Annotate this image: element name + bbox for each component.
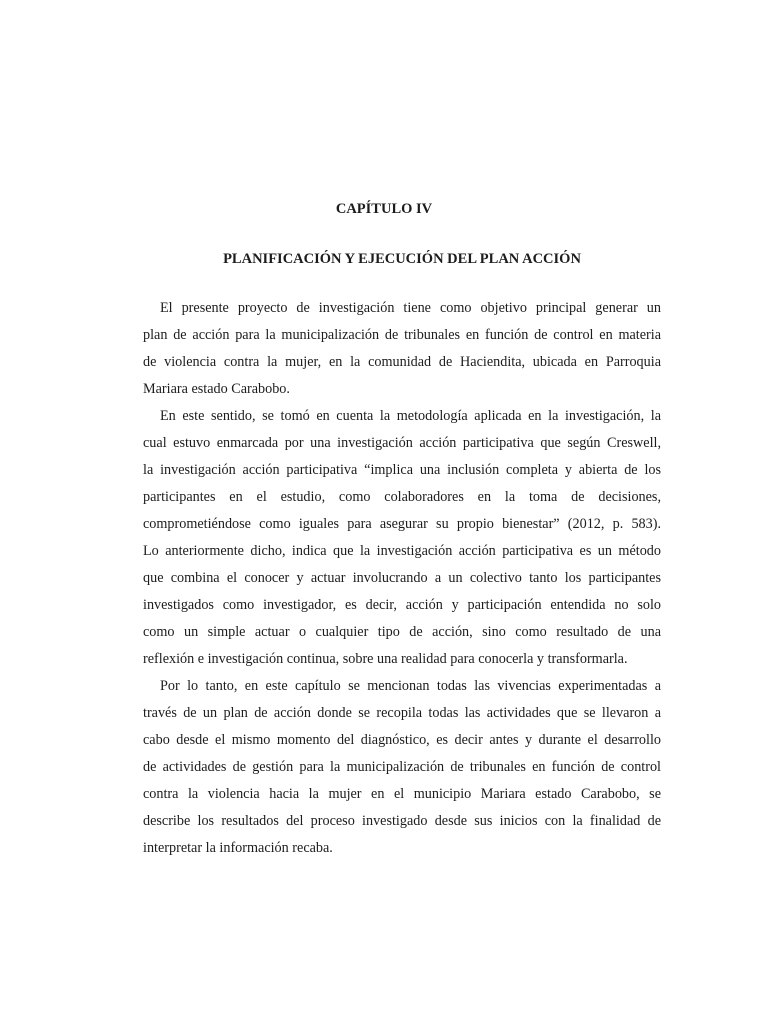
text-line: participantes en el estudio, como colaboradores en la toma de decisiones, (143, 489, 661, 505)
paragraph-3 (143, 673, 661, 862)
text-line: Por lo tanto, en este capítulo se mencionan todas las vivencias experimentadas a (160, 678, 661, 694)
text-line: Lo anteriormente dicho, indica que la investigación acción participativa es un método (143, 543, 661, 559)
text-line: Mariara estado Carabobo. (143, 381, 290, 397)
chapter-title: PLANIFICACIÓN Y EJECUCIÓN DEL PLAN ACCIÓN (223, 251, 581, 267)
text-line: como un simple actuar o cualquier tipo de acción, sino como resultado de una (143, 624, 661, 640)
text-line: través de un plan de acción donde se recopila todas las actividades que se llevaron a (143, 705, 661, 721)
text-line: interpretar la información recaba. (143, 840, 333, 856)
text-line: El presente proyecto de investigación tiene como objetivo principal generar un (160, 300, 661, 316)
text-line: investigados como investigador, es decir, acción y participación entendida no solo (143, 597, 661, 613)
paragraph-1 (143, 295, 661, 403)
paragraph-2 (143, 403, 661, 673)
text-line: En este sentido, se tomó en cuenta la metodología aplicada en la investigación, la (160, 408, 661, 424)
text-line: describe los resultados del proceso investigado desde sus inicios con la finalidad de (143, 813, 661, 829)
text-line: que combina el conocer y actuar involucrando a un colectivo tanto los participantes (143, 570, 661, 586)
text-line: cabo desde el mismo momento del diagnóstico, es decir antes y durante el desarrollo (143, 732, 661, 748)
text-line: comprometiéndose como iguales para asegurar su propio bienestar” (2012, p. 583). (143, 516, 661, 532)
chapter-heading: CAPÍTULO IV (335, 201, 433, 217)
text-line: cual estuvo enmarcada por una investigación acción participativa que según Creswell, (143, 435, 661, 451)
text-line: de violencia contra la mujer, en la comunidad de Haciendita, ubicada en Parroquia (143, 354, 661, 370)
text-line: plan de acción para la municipalización de tribunales en función de control en materia (143, 327, 661, 343)
text-line: contra la violencia hacia la mujer en el municipio Mariara estado Carabobo, se (143, 786, 661, 802)
text-line: reflexión e investigación continua, sobre una realidad para conocerla y transformarla. (143, 651, 628, 667)
text-line: de actividades de gestión para la municipalización de tribunales en función de control (143, 759, 661, 775)
text-line: la investigación acción participativa “implica una inclusión completa y abierta de los (143, 462, 661, 478)
body-text (143, 295, 661, 862)
